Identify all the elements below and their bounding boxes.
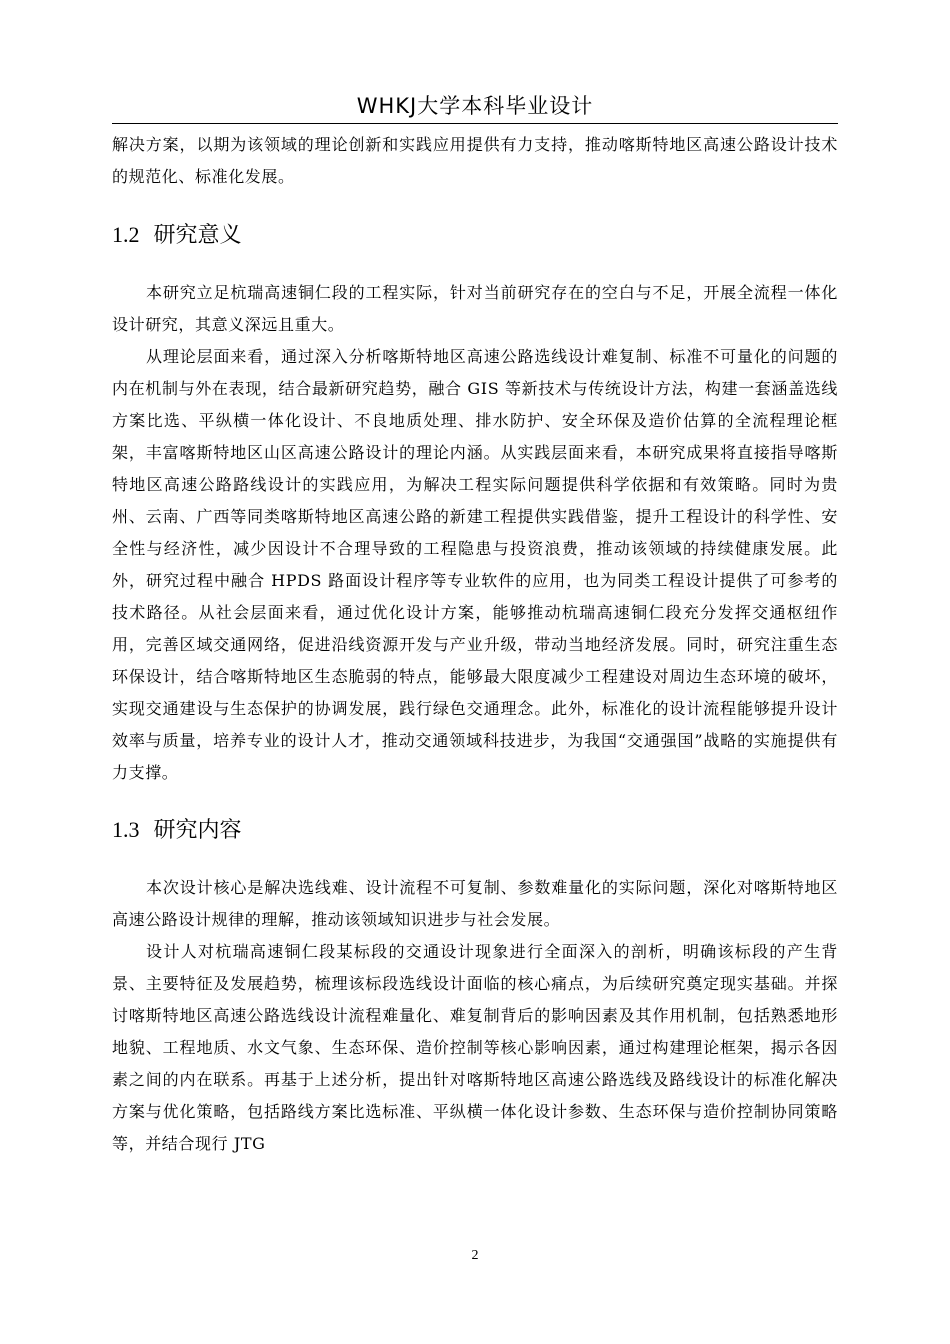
page-number: 2: [471, 1248, 479, 1263]
section-title: 研究内容: [153, 818, 242, 843]
section-number: 1.3: [112, 817, 140, 842]
section-number: 1.2: [112, 222, 140, 247]
header-rule: [112, 123, 838, 124]
paragraph: 从理论层面来看，通过深入分析喀斯特地区高速公路选线设计难复制、标准不可量化的问题的内在机制与外在表现，结合最新研究趋势，融合 GIS 等新技术与传统设计方法，构建一套涵盖选线方案比选、平纵横一体化设计、不良地质处理、排水防护、安全环保及造价估算的全流程理论框架，丰富喀斯特地区山区高速公路设计的理论内涵。从实践层面来看，本研究成果将直接指导喀斯特地区高速公路路线设计的实践应用，为解决工程实际问题提供科学依据和有效策略。同时为贵州、云南、广西等同类喀斯特地区高速公路的新建工程提供实践借鉴，提升工程设计的科学性、安全性与经济性，减少因设计不合理导致的工程隐患与投资浪费，推动该领域的持续健康发展。此外，研究过程中融合 HPDS 路面设计程序等专业软件的应用，也为同类工程设计提供了可参考的技术路径。从社会层面来看，通过优化设计方案，能够推动杭瑞高速铜仁段充分发挥交通枢纽作用，完善区域交通网络，促进沿线资源开发与产业升级，带动当地经济发展。同时，研究注重生态环保设计，结合喀斯特地区生态脆弱的特点，能够最大限度减少工程建设对周边生态环境的破坏，实现交通建设与生态保护的协调发展，践行绿色交通理念。此外，标准化的设计流程能够提升设计效率与质量，培养专业的设计人才，推动交通领域科技进步，为我国“交通强国”战略的实施提供有力支撑。: [112, 347, 838, 782]
paragraph: 本次设计核心是解决选线难、设计流程不可复制、参数难量化的实际问题，深化对喀斯特地区高速公路设计规律的理解，推动该领域知识进步与社会发展。: [112, 878, 838, 929]
section-heading-research-significance: [112, 219, 838, 252]
section-heading-research-content: [112, 814, 838, 847]
section-title: 研究意义: [153, 223, 242, 248]
running-header: WHKJ大学本科毕业设计: [356, 94, 594, 118]
paragraph-continuation: 解决方案，以期为该领域的理论创新和实践应用提供有力支持，推动喀斯特地区高速公路设计技术的规范化、标准化发展。: [112, 135, 838, 186]
paragraph: 设计人对杭瑞高速铜仁段某标段的交通设计现象进行全面深入的剖析，明确该标段的产生背景、主要特征及发展趋势，梳理该标段选线设计面临的核心痛点，为后续研究奠定现实基础。并探讨喀斯特地区高速公路选线设计流程难量化、难复制背后的影响因素及其作用机制，包括熟悉地形地貌、工程地质、水文气象、生态环保、造价控制等核心影响因素，通过构建理论框架，揭示各因素之间的内在联系。再基于上述分析，提出针对喀斯特地区高速公路选线及路线设计的标准化解决方案与优化策略，包括路线方案比选标准、平纵横一体化设计参数、生态环保与造价控制协同策略等，并结合现行 JTG: [112, 942, 838, 1153]
page-body: [112, 129, 838, 1160]
paragraph: 本研究立足杭瑞高速铜仁段的工程实际，针对当前研究存在的空白与不足，开展全流程一体化设计研究，其意义深远且重大。: [112, 283, 838, 334]
